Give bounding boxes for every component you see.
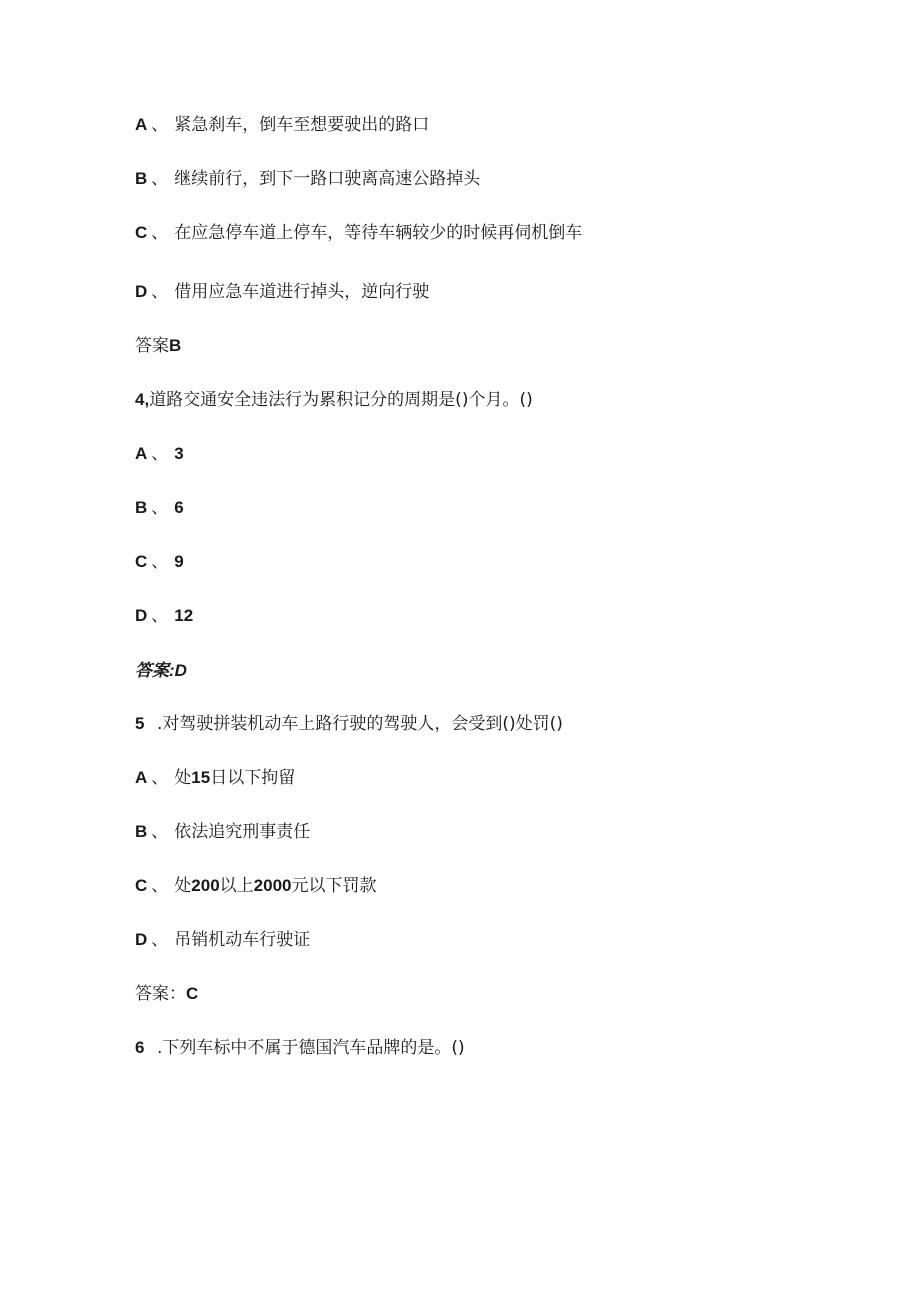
option-label: D [135, 606, 148, 625]
option-text: 6 [174, 498, 184, 517]
option-number: 15 [191, 768, 211, 787]
answer-value: D [174, 661, 187, 680]
option-separator: 、 [151, 822, 169, 842]
q3-option-d [135, 280, 429, 304]
option-text-post: 元以下罚款 [291, 876, 377, 896]
option-separator: 、 [151, 282, 169, 302]
q4-option-c [135, 550, 184, 574]
option-label: D [135, 930, 148, 949]
option-text: 紧急刹车，倒车至想要驶出的路口 [174, 115, 430, 135]
option-separator: 、 [151, 768, 169, 788]
q6-question [135, 1036, 465, 1060]
option-label: C [135, 876, 148, 895]
option-separator: 、 [151, 930, 169, 950]
q4-option-a [135, 442, 184, 466]
option-text: 3 [174, 444, 184, 463]
question-text: 道路交通安全违法行为累积记分的周期是()个月。() [149, 390, 533, 410]
option-text: 9 [174, 552, 184, 571]
q3-option-c [135, 221, 582, 245]
option-text-pre: 处 [174, 876, 192, 896]
option-separator: 、 [151, 444, 169, 464]
option-label: B [135, 498, 148, 517]
q3-option-b [135, 167, 480, 191]
answer-value: B [169, 336, 182, 355]
option-text-mid: 以上 [219, 876, 254, 896]
option-label: C [135, 552, 148, 571]
q5-option-b [135, 820, 310, 844]
q4-option-d [135, 604, 193, 628]
q3-option-a [135, 113, 429, 137]
option-number-1: 200 [191, 876, 220, 895]
answer-prefix: 答案： [135, 984, 186, 1004]
option-label: A [135, 444, 148, 463]
option-text: 吊销机动车行驶证 [174, 930, 311, 950]
option-separator: 、 [151, 876, 169, 896]
option-text: 在应急停车道上停车，等待车辆较少的时候再伺机倒车 [174, 223, 583, 243]
q5-option-a [135, 766, 295, 790]
option-separator: 、 [151, 115, 169, 135]
option-separator: 、 [151, 552, 169, 572]
option-label: C [135, 223, 148, 242]
answer-value: C [186, 984, 199, 1003]
option-text: 12 [174, 606, 194, 625]
option-separator: 、 [151, 169, 169, 189]
q4-question [135, 388, 533, 412]
q5-option-c [135, 874, 376, 898]
q5-question [135, 712, 563, 736]
option-separator: 、 [151, 498, 169, 518]
option-text: 依法追究刑事责任 [174, 822, 311, 842]
option-separator: 、 [151, 223, 169, 243]
answer-prefix: 答案 [135, 336, 169, 356]
option-label: A [135, 768, 148, 787]
option-number-2: 2000 [253, 876, 292, 895]
q4-answer [135, 659, 187, 683]
option-label: B [135, 822, 148, 841]
q3-answer [135, 334, 181, 358]
option-text-pre: 处 [174, 768, 192, 788]
q4-option-b [135, 496, 184, 520]
question-number: 6 [135, 1038, 145, 1057]
answer-prefix: 答案: [135, 661, 175, 680]
option-label: B [135, 169, 148, 188]
question-text: .下列车标中不属于德国汽车品牌的是。() [157, 1038, 465, 1058]
option-text: 继续前行，到下一路口驶离高速公路掉头 [174, 169, 481, 189]
option-label: A [135, 115, 148, 134]
question-number: 5 [135, 714, 145, 733]
q5-option-d [135, 928, 310, 952]
option-text: 借用应急车道进行掉头，逆向行驶 [174, 282, 430, 302]
q5-answer [135, 982, 198, 1006]
question-text: .对驾驶拼装机动车上路行驶的驾驶人，会受到()处罚() [157, 714, 563, 734]
option-separator: 、 [151, 606, 169, 626]
question-number: 4, [135, 390, 150, 409]
option-label: D [135, 282, 148, 301]
option-text-post: 日以下拘留 [210, 768, 296, 788]
